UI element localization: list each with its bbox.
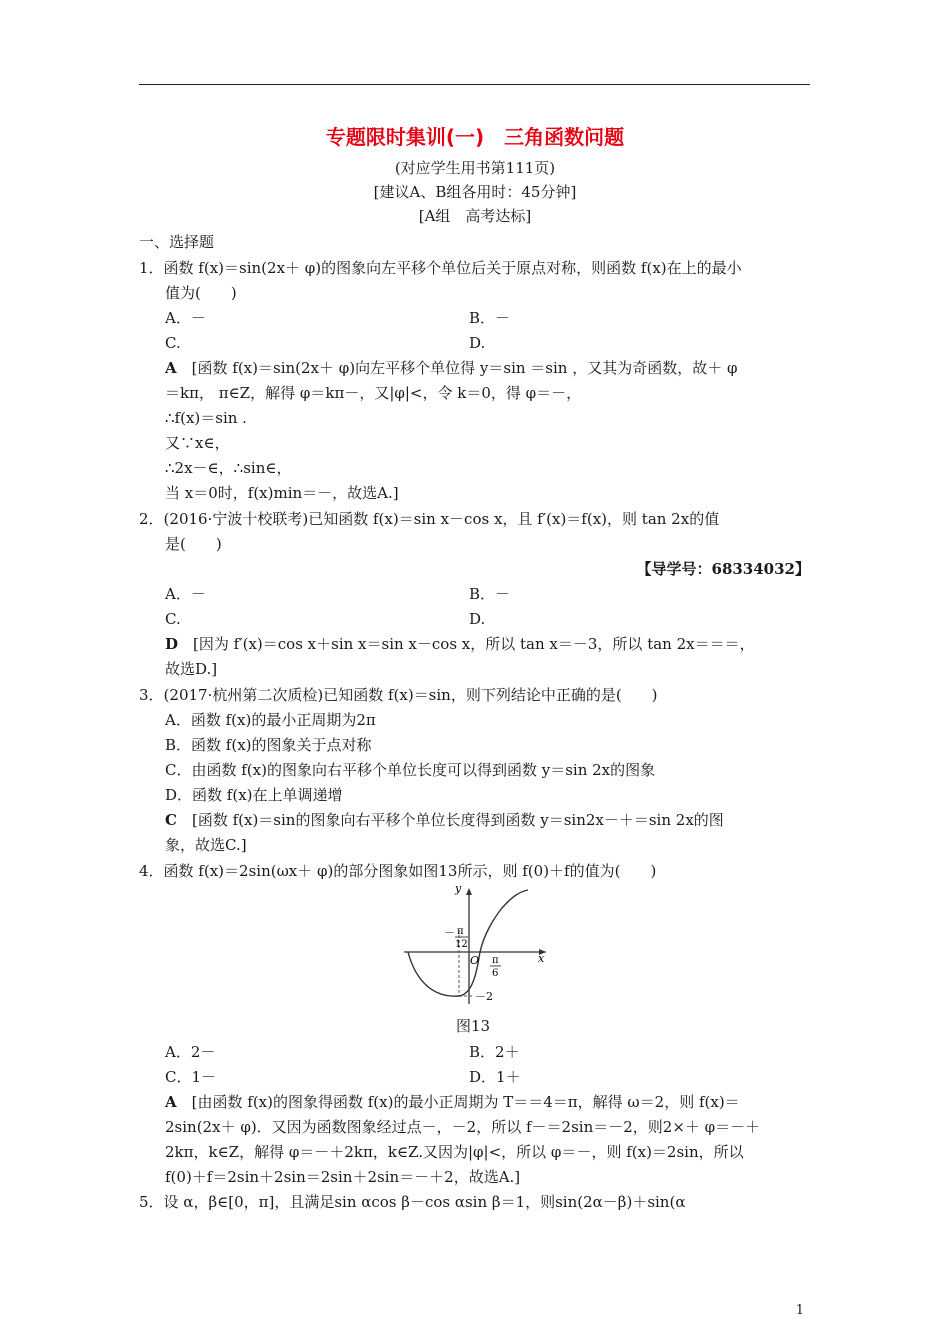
pos-fraction-denominator: 6: [492, 968, 499, 979]
q1-solution-text: [函数 f(x)＝sin(2x＋ φ)向左平移个单位得 y＝sin ＝sin ，又其为奇函数，故＋ φ: [191, 359, 738, 377]
q4-solution-line1: [165, 1092, 740, 1112]
q4-solution-line4: f(0)＋f＝2sin＋2sin＝2sin＋2sin＝－＋2，故选A.]: [165, 1168, 521, 1186]
q1-answer: A: [165, 359, 177, 377]
q4-solution-text: [由函数 f(x)的图象得函数 f(x)的最小正周期为 T＝＝4＝π，解得 ω＝2，则 f(x)＝: [191, 1093, 740, 1111]
q4-stem: 4．函数 f(x)＝2sin(ωx＋ φ)的部分图象如图13所示，则 f(0)＋f的值为( ): [139, 862, 657, 880]
q2-solution-line2: 故选D.]: [165, 660, 218, 678]
y-axis-arrow-icon: [466, 888, 472, 895]
page-number: 1: [795, 1303, 804, 1318]
neg-fraction-denominator: 12: [455, 939, 468, 950]
q4-solution-line2: 2sin(2x＋ φ)．又因为函数图象经过点－，－2，所以 f－＝2sin＝－2，则2×＋ φ＝－＋: [165, 1118, 761, 1136]
q3-option-a: A．函数 f(x)的最小正周期为2π: [165, 711, 376, 729]
q2-answer: D: [165, 635, 179, 653]
top-rule: [139, 84, 810, 85]
q1-option-c: C.: [165, 334, 181, 352]
subtitle-book-ref: (对应学生用书第111页): [394, 159, 556, 177]
min-value-label: －2: [475, 990, 493, 1003]
q2-option-a: A．－: [165, 585, 206, 603]
q5-stem: 5．设 α，β∈[0，π]，且满足sin αcos β－cos αsin β＝1，则sin(2α－β)＋sin(α: [139, 1193, 686, 1211]
q2-solution-text: [因为 f′(x)＝cos x＋sin x＝sin x－cos x，所以 tan x＝－3，所以 tan 2x＝＝＝，: [193, 635, 755, 653]
q1-solution-line5: ∴2x－∈，∴sin∈，: [165, 459, 292, 477]
q3-option-c: C．由函数 f(x)的图象向右平移个单位长度可以得到函数 y＝sin 2x的图象: [165, 761, 656, 779]
q3-option-d: D．函数 f(x)在上单调递增: [165, 786, 343, 804]
neg-fraction-sign: －: [444, 926, 455, 939]
origin-label: O: [470, 954, 480, 967]
q2-option-c: C.: [165, 610, 181, 628]
q1-option-b: B．－: [469, 309, 511, 327]
q1-solution-line3: ∴f(x)＝sin .: [165, 409, 247, 427]
figure-caption: 图13: [456, 1017, 491, 1035]
q2-option-d: D.: [469, 610, 486, 628]
page-title: 专题限时集训(一) 三角函数问题: [325, 125, 625, 149]
q4-option-c: C．1－: [165, 1068, 217, 1086]
q2-stem-line2: 是( ): [165, 535, 222, 553]
q2-guide-number: 【导学号：68334032】: [636, 560, 810, 578]
q3-option-b: B．函数 f(x)的图象关于点对称: [165, 736, 372, 754]
q1-stem-line1: 1．函数 f(x)＝sin(2x＋ φ)的图象向左平移个单位后关于原点对称，则函数 f(x)在上的最小: [139, 259, 742, 277]
q2-stem-line1: 2．(2016·宁波十校联考)已知函数 f(x)＝sin x－cos x，且 f′(x)＝f(x)，则 tan 2x的值: [139, 510, 720, 528]
q2-option-b: B．－: [469, 585, 511, 603]
q1-option-a: A．－: [165, 309, 206, 327]
q1-solution-line6: 当 x＝0时，f(x)min＝－，故选A.]: [165, 484, 399, 502]
q3-answer: C: [165, 811, 177, 829]
sine-graph-figure: [400, 882, 552, 1007]
q3-solution-line1: [165, 810, 724, 830]
y-axis-label: y: [455, 882, 462, 895]
sine-curve: [408, 890, 528, 996]
subtitle-time: [建议A、B组各用时：45分钟]: [373, 183, 577, 201]
q2-solution-line1: [165, 634, 755, 654]
group-label: [A组 高考达标]: [418, 207, 532, 225]
q1-stem-line2: 值为( ): [165, 284, 237, 302]
q4-option-a: A．2－: [165, 1043, 216, 1061]
x-axis-label: x: [538, 952, 545, 965]
q3-solution-text: [函数 f(x)＝sin的图象向右平移个单位长度得到函数 y＝sin2x－＋＝sin 2x的图: [191, 811, 724, 829]
q1-solution-line1: [165, 358, 738, 378]
q1-solution-line4: 又∵x∈，: [165, 434, 230, 452]
q3-solution-line2: 象，故选C.]: [165, 836, 247, 854]
q3-stem: 3．(2017·杭州第二次质检)已知函数 f(x)＝sin，则下列结论中正确的是( ): [139, 686, 658, 704]
q1-solution-line2: ＝kπ， π∈Z，解得 φ＝kπ－，又|φ|<，令 k＝0，得 φ＝－，: [165, 384, 582, 402]
neg-fraction-numerator: π: [457, 926, 464, 937]
section-heading: 一、选择题: [139, 233, 215, 251]
pos-fraction-numerator: π: [492, 955, 499, 966]
q4-option-d: D．1＋: [469, 1068, 521, 1086]
q1-option-d: D.: [469, 334, 486, 352]
q4-solution-line3: 2kπ，k∈Z，解得 φ＝－＋2kπ，k∈Z.又因为|φ|<，所以 φ＝－，则 f(x)＝2sin，所以: [165, 1143, 744, 1161]
q4-answer: A: [165, 1093, 177, 1111]
q4-option-b: B．2＋: [469, 1043, 520, 1061]
